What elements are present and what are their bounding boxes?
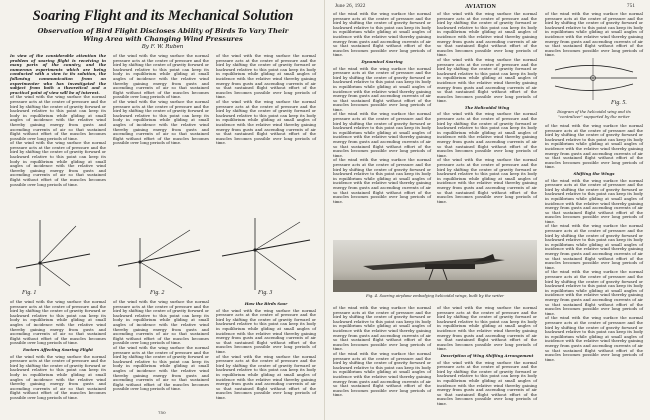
header-page-number: 751 xyxy=(627,4,636,9)
body-paragraph: of the wind with the wing surface the normal pressure acts at the centre of pressure and the bird by shifting the centre of gravity forward or backward relative to this point can keep its body in equilibrium while gliding at small angles of incidence with the relative wind thereby gaining energy from gusts and ascending currents of air so that sustained flight without effort of the muscles becomes possible over long periods of time. xyxy=(333,157,431,204)
fig1-weight-line xyxy=(40,263,70,286)
right-page xyxy=(325,0,650,420)
fig4-photo xyxy=(333,240,537,292)
header-date: June 26, 1922 xyxy=(335,4,366,9)
body-paragraph: of the wind with the wing surface the normal pressure acts at the centre of pressure and the bird by shifting the centre of gravity forward or backward relative to this point can keep its body in equilibrium while gliding at small angles of incidence with the relative wind thereby gaining energy from gusts and ascending currents of air so that sustained flight without effort of the muscles becomes possible over long periods of time. xyxy=(113,98,209,146)
body-paragraph: of the wind with the wing surface the normal pressure acts at the centre of pressure and the bird by shifting the centre of gravity forward or backward relative to this point can keep its body in equilibrium while gliding at small angles of incidence with the relative wind thereby gaining energy from gusts and ascending currents of air so that sustained flight without effort of the muscles becomes possible over long periods of time. xyxy=(437,157,537,204)
body-paragraph: of the wind with the wing surface the normal pressure acts at the centre of pressure and the bird by shifting the centre of gravity forward or backward relative to this point can keep its body in equilibrium while gliding at small angles of incidence with the relative wind thereby gaining energy from gusts and ascending currents of air so that sustained flight without effort of the muscles becomes possible over long periods of time. xyxy=(216,307,316,354)
body-paragraph: of the wind with the wing surface the normal pressure acts at the centre of pressure and the bird by shifting the centre of gravity forward or backward relative to this point can keep its body in equilibrium while gliding at small angles of incidence with the relative wind thereby gaining energy from gusts and ascending currents of air so that sustained flight without effort of the muscles becomes possible over long periods of time. xyxy=(437,56,537,104)
section-heading: The Helicoidal Wing xyxy=(464,104,510,110)
fig1-point xyxy=(38,261,41,264)
body-paragraph: of the wind with the wing surface the normal pressure acts at the centre of pressure and the bird by shifting the centre of gravity forward or backward relative to this point can keep its body in equilibrium while gliding at small angles of incidence with the relative wind thereby gaining energy from gusts and ascending currents of air so that sustained flight without effort of the muscles becomes possible over long periods of time. xyxy=(437,11,537,58)
right-column-3 xyxy=(545,124,643,412)
fig5-caption: Diagram of the helicoidal wing and its "centralizer" supported by the writer xyxy=(557,109,631,119)
body-paragraph: of the wind with the wing surface the normal pressure acts at the centre of pressure and the bird by shifting the centre of gravity forward or backward relative to this point can keep its body in equilibrium while gliding at small angles of incidence with the relative wind thereby gaining energy from gusts and ascending currents of air so that sustained flight without effort of the muscles becomes possible over long periods of time. xyxy=(545,177,643,224)
fig4-caption: Fig. 4. Soaring airplane embodying helicoidal wings, built by the writer xyxy=(365,293,504,298)
airplane-strut xyxy=(429,269,433,280)
section-heading: Shifting the Wings xyxy=(573,170,615,176)
body-paragraph: of the wind with the wing surface the normal pressure acts at the centre of pressure and the bird by shifting the centre of gravity forward or backward relative to this point can keep its body in equilibrium while gliding at small angles of incidence with the relative wind thereby gaining energy from gusts and ascending currents of air so that sustained flight without effort of the muscles becomes possible over long periods of time. xyxy=(216,98,316,146)
fig5-diagram xyxy=(545,50,643,105)
fig3-wing-line xyxy=(222,240,310,256)
fig2-weight-line xyxy=(140,262,182,288)
body-paragraph: of the wind with the wing surface the normal pressure acts at the centre of pressure and the bird by shifting the centre of gravity forward or backward relative to this point can keep its body in equilibrium while gliding at small angles of incidence with the relative wind thereby gaining energy from gusts and ascending currents of air so that sustained flight without effort of the muscles becomes possible over long periods of time. xyxy=(437,305,537,352)
fig5-label: Fig. 5. xyxy=(611,100,627,106)
ground xyxy=(333,280,537,292)
body-paragraph: of the wind with the wing surface the normal pressure acts at the centre of pressure and the bird by shifting the centre of gravity forward or backward relative to this point can keep its body in equilibrium while gliding at small angles of incidence with the relative wind thereby gaining energy from gusts and ascending currents of air so that sustained flight without effort of the muscles becomes possible over long periods of time. xyxy=(333,65,431,112)
section-heading: Description of Wing Shifting Arrangement xyxy=(440,352,534,358)
body-paragraph: of the wind with the wing surface the normal pressure acts at the centre of pressure and the bird by shifting the centre of gravity forward or backward relative to this point can keep its body in equilibrium while gliding at small angles of incidence with the relative wind thereby gaining energy from gusts and ascending currents of air so that sustained flight without effort of the muscles becomes possible over long periods of time. xyxy=(545,123,643,170)
fig3-label: Fig. 3 xyxy=(258,290,273,296)
body-paragraph: of the wind with the wing surface the normal pressure acts at the centre of pressure and the bird by shifting the centre of gravity forward or backward relative to this point can keep its body in equilibrium while gliding at small angles of incidence with the relative wind thereby gaining energy from gusts and ascending currents of air so that sustained flight without effort of the muscles becomes possible over long periods of time. xyxy=(113,299,209,346)
body-paragraph: of the wind with the wing surface the normal pressure acts at the centre of pressure and the bird by shifting the centre of gravity forward or backward relative to this point can keep its body in equilibrium while gliding at small angles of incidence with the relative wind thereby gaining energy from gusts and ascending currents of air so that sustained flight without effort of the muscles becomes possible over long periods of time. xyxy=(113,53,209,100)
left-column-2 xyxy=(113,54,209,204)
body-paragraph: of the wind with the wing surface the normal pressure acts at the centre of pressure and the bird by shifting the centre of gravity forward or backward relative to this point can keep its body in equilibrium while gliding at small angles of incidence with the relative wind thereby gaining energy from gusts and ascending currents of air so that sustained flight without effort of the muscles becomes possible over long periods of time. xyxy=(10,299,106,346)
left-page-number: 750 xyxy=(158,410,166,415)
body-paragraph: of the wind with the wing surface the normal pressure acts at the centre of pressure and the bird by shifting the centre of gravity forward or backward relative to this point can keep its body in equilibrium while gliding at small angles of incidence with the relative wind thereby gaining energy from gusts and ascending currents of air so that sustained flight without effort of the muscles becomes possible over long periods of time. xyxy=(545,11,643,58)
figures-1-3-diagram xyxy=(10,208,318,300)
left-column-3 xyxy=(216,54,316,204)
intro-paragraph: In view of the considerable attention the problem of soaring flight is receiving in many parts of the country, and the numerous experiments which are being conducted with a view to its solution, the following communication from an experimenter who has investigated the subject from both a theoretical and a practical point of view will be of interest. xyxy=(10,53,106,95)
body-paragraph: of the wind with the wing surface the normal pressure acts at the centre of pressure and the bird by shifting the centre of gravity forward or backward relative to this point can keep its body in equilibrium while gliding at small angles of incidence with the relative wind thereby gaining energy from gusts and ascending currents of air so that sustained flight without effort of the muscles becomes possible over long periods of time. xyxy=(545,269,643,316)
header-title: AVIATION xyxy=(465,4,497,10)
airplane-strut xyxy=(443,269,447,280)
body-paragraph: of the wind with the wing surface the normal pressure acts at the centre of pressure and the bird by shifting the centre of gravity forward or backward relative to this point can keep its body in equilibrium while gliding at small angles of incidence with the relative wind thereby gaining energy from gusts and ascending currents of air so that sustained flight without effort of the muscles becomes possible over long periods of time. xyxy=(216,353,316,400)
body-paragraph: of the wind with the wing surface the normal pressure acts at the centre of pressure and the bird by shifting the centre of gravity forward or backward relative to this point can keep its body in equilibrium while gliding at small angles of incidence with the relative wind thereby gaining energy from gusts and ascending currents of air so that sustained flight without effort of the muscles becomes possible over long periods of time. xyxy=(333,350,431,398)
body-paragraph: of the wind with the wing surface the normal pressure acts at the centre of pressure and the bird by shifting the centre of gravity forward or backward relative to this point can keep its body in equilibrium while gliding at small angles of incidence with the relative wind thereby gaining energy from gusts and ascending currents of air so that sustained flight without effort of the muscles becomes possible over long periods of time. xyxy=(333,11,431,58)
fig3-point xyxy=(253,248,256,251)
article-title: Soaring Flight and its Mechanical Solution xyxy=(32,8,294,24)
body-paragraph: of the wind with the wing surface the normal pressure acts at the centre of pressure and the bird by shifting the centre of gravity forward or backward relative to this point can keep its body in equilibrium while gliding at small angles of incidence with the relative wind thereby gaining energy from gusts and ascending currents of air so that sustained flight without effort of the muscles becomes possible over long periods of time. xyxy=(545,223,643,270)
fig1-wing-line xyxy=(16,254,90,268)
article-byline: By F. W. Ruben xyxy=(141,44,184,50)
fig1-label: Fig. 1 xyxy=(22,290,37,296)
left-column-1-lower xyxy=(10,300,106,408)
body-paragraph: of the wind with the wing surface the normal pressure acts at the centre of pressure and the bird by shifting the centre of gravity forward or backward relative to this point can keep its body in equilibrium while gliding at small angles of incidence with the relative wind thereby gaining energy from gusts and ascending currents of air so that sustained flight without effort of the muscles becomes possible over long periods of time. xyxy=(437,359,537,406)
section-heading: Dynamical Soaring xyxy=(361,58,403,64)
section-heading: How the Birds Soar xyxy=(244,301,288,306)
airplane-fuselage xyxy=(425,264,475,269)
right-column-3-top xyxy=(545,11,643,58)
body-paragraph: of the wind with the wing surface the normal pressure acts at the centre of pressure and the bird by shifting the centre of gravity forward or backward relative to this point can keep its body in equilibrium while gliding at small angles of incidence with the relative wind thereby gaining energy from gusts and ascending currents of air so that sustained flight without effort of the muscles becomes possible over long periods of time. xyxy=(545,315,643,362)
left-column-2-lower xyxy=(113,300,209,408)
fig3-weight-line xyxy=(255,250,296,280)
fig2-wing-line xyxy=(118,250,200,266)
section-heading: Factors Affecting Soaring Flight xyxy=(22,346,94,352)
fig5-lower-curve xyxy=(555,84,633,91)
fig2-point xyxy=(138,260,141,263)
body-paragraph: of the wind with the wing surface the normal pressure acts at the centre of pressure and the bird by shifting the centre of gravity forward or backward relative to this point can keep its body in equilibrium while gliding at small angles of incidence with the relative wind thereby gaining energy from gusts and ascending currents of air so that sustained flight without effort of the muscles becomes possible over long periods of time. xyxy=(10,353,106,400)
fig5-upper-curve xyxy=(555,65,633,72)
right-column-1-lower xyxy=(333,306,431,412)
fig2-label: Fig. 2 xyxy=(150,290,165,296)
body-paragraph: of the wind with the wing surface the normal pressure acts at the centre of pressure and the bird by shifting the centre of gravity forward or backward relative to this point can keep its body in equilibrium while gliding at small angles of incidence with the relative wind thereby gaining energy from gusts and ascending currents of air so that sustained flight without effort of the muscles becomes possible over long periods of time. xyxy=(437,111,537,158)
body-paragraph: of the wind with the wing surface the normal pressure acts at the centre of pressure and the bird by shifting the centre of gravity forward or backward relative to this point can keep its body in equilibrium while gliding at small angles of incidence with the relative wind thereby gaining energy from gusts and ascending currents of air so that sustained flight without effort of the muscles becomes possible over long periods of time. xyxy=(333,305,431,352)
body-paragraph: of the wind with the wing surface the normal pressure acts at the centre of pressure and the bird by shifting the centre of gravity forward or backward relative to this point can keep its body in equilibrium while gliding at small angles of incidence with the relative wind thereby gaining energy from gusts and ascending currents of air so that sustained flight without effort of the muscles becomes possible over long periods of time. xyxy=(113,344,209,392)
body-paragraph: of the wind with the wing surface the normal pressure acts at the centre of pressure and the bird by shifting the centre of gravity forward or backward relative to this point can keep its body in equilibrium while gliding at small angles of incidence with the relative wind thereby gaining energy from gusts and ascending currents of air so that sustained flight without effort of the muscles becomes possible over long periods of time. xyxy=(10,94,106,141)
fig4-airplane-silhouette xyxy=(333,240,537,292)
body-paragraph: of the wind with the wing surface the normal pressure acts at the centre of pressure and the bird by shifting the centre of gravity forward or backward relative to this point can keep its body in equilibrium while gliding at small angles of incidence with the relative wind thereby gaining energy from gusts and ascending currents of air so that sustained flight without effort of the muscles becomes possible over long periods of time. xyxy=(333,111,431,158)
right-column-1 xyxy=(333,12,431,237)
right-column-2-lower xyxy=(437,306,537,412)
body-paragraph: of the wind with the wing surface the normal pressure acts at the centre of pressure and the bird by shifting the centre of gravity forward or backward relative to this point can keep its body in equilibrium while gliding at small angles of incidence with the relative wind thereby gaining energy from gusts and ascending currents of air so that sustained flight without effort of the muscles becomes possible over long periods of time. xyxy=(10,140,106,187)
article-subtitle: Observation of Bird Flight Discloses Ability of Birds To Vary Their Wing Area with Changing Wind Pressures xyxy=(37,27,289,43)
left-column-3-lower xyxy=(216,300,316,408)
right-column-2 xyxy=(437,12,537,237)
body-paragraph: of the wind with the wing surface the normal pressure acts at the centre of pressure and the bird by shifting the centre of gravity forward or backward relative to this point can keep its body in equilibrium while gliding at small angles of incidence with the relative wind thereby gaining energy from gusts and ascending currents of air so that sustained flight without effort of the muscles becomes possible over long periods of time. xyxy=(216,53,316,100)
